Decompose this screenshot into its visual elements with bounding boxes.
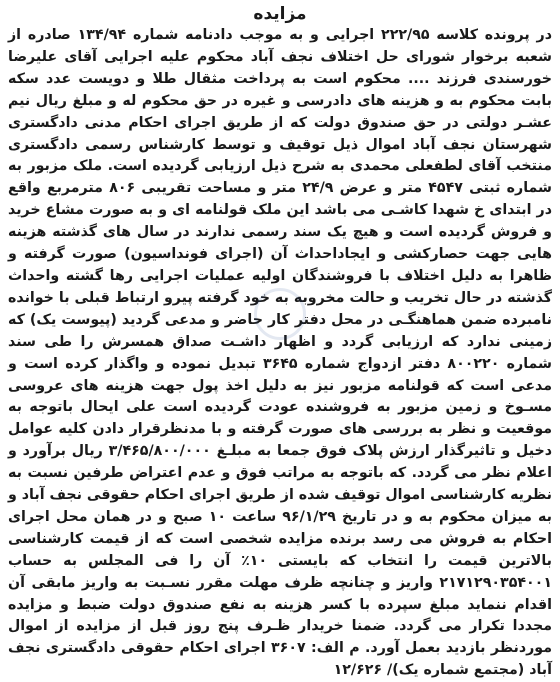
notice-body: در پرونده کلاسه ۲۲۲/۹۵ اجرایی و به موجب دادنامه شماره ۱۳۴/۹۴ صادره از شعبه برخوار شورای حل اختلاف نجف آباد محکوم علیه اجرایی آقای علیرضا خورسندی فرزند .... محکوم است به پرداخت مثقال طلا و دویست عدد سکه بابت محکوم به و هزینه های دادرسی و غیره در حق محکوم له و مبلغ ریال نیم عشـر دولتی در حق صندوق دولت که از طریق اجرای احکام مدنی دادگستری شهرستان نجف آباد اموال ذیل توقیف و توسط کارشناس رسمی دادگستری منتخب آقای لطفعلی محمدی به شرح ذیل ارزیابی گردیده است. ملک مزبور به شماره ثبتی ۴۵۴۷ متر و عرض ۲۴/۹ متر و مساحت تقریبی ۸۰۶ مترمربع واقع در ابتدای خ شهدا کاشـی می باشد این ملک قولنامه ای و به صورت مشاع خرید و فروش گردیده است و هیچ یک سند رسمی ندارند در سال های گذشته هزینه هایی جهت حصارکشی و ایجاداحداث آن (اجرای فونداسیون) صورت گرفته و ظاهرا به دلیل اختلاف با فروشندگان اولیه عملیات اجرایی رها گشته واحداث گذشته در حال تخریب و حالت مخروبه به خود گرفته پیرو ارتباط قبلی با خوانده نامبرده ضمن هماهنگـی در محل دفتر کار حاضر و مدعی گردید (پیوست یک) که زمینی ندارد که ارزیابی گردد و اظهار داشـت صداق همسرش را طی سند شماره ۸۰۰۲۲۰ دفتر ازدواج شماره ۳۶۴۵ تبدیل نموده و واگذار کرده است و مدعی است که قولنامه مزبور نیز به دلیل اخذ پول جهت هزینه های عروسی مسـوخ و زمین مزبور به فروشنده عودت گردیده است علی ایحال باتوجه به موقعیت و نظر به بررسی های صورت گرفته و با مدنظرقرار دادن کلیه عوامل دخیل و تاثیرگذار ارزش پلاک فوق جمعا به مبلـغ ۳/۴۶۵/۸۰۰/۰۰۰ ریال برآورد و اعلام نظر می گردد. که باتوجه به مراتب فوق و عدم اعتراض طرفین نسبت به نظریه کارشناسی اموال توقیف شده از طریق اجرای احکام حقوقی نجف آباد و به میزان محکوم به و در تاریخ ۹۶/۱/۲۹ ساعت ۱۰ صبح و در همان محل اجرای احکام به فروش می رسد برنده مزایده شخصی است که از قیمت کارشناسی بالاترین قیمت را انتخاب که بایستی ۱۰٪ آن را فی المجلس به حساب ۲۱۷۱۲۹۰۳۵۴۰۰۱ واریز و چنانچه ظرف مهلت مقرر نسـبت به واریز مابقی آن اقدام ننماید مبلغ سپرده با کسر هزینه به نفع صندوق دولت ضبط و مزایده مجددا تکرار می گردد. ضمنا خریدار ظـرف پنج روز قبل از مزایده از اموال موردنظر بازدید بعمل آورد. م الف: ۳۶۰۷ اجرای احکام حقوقی دادگستری نجف آباد (مجتمع شماره یک)/ ۱۲/۶۲۶ (8, 27, 552, 679)
notice-title: مزایده (253, 4, 307, 24)
